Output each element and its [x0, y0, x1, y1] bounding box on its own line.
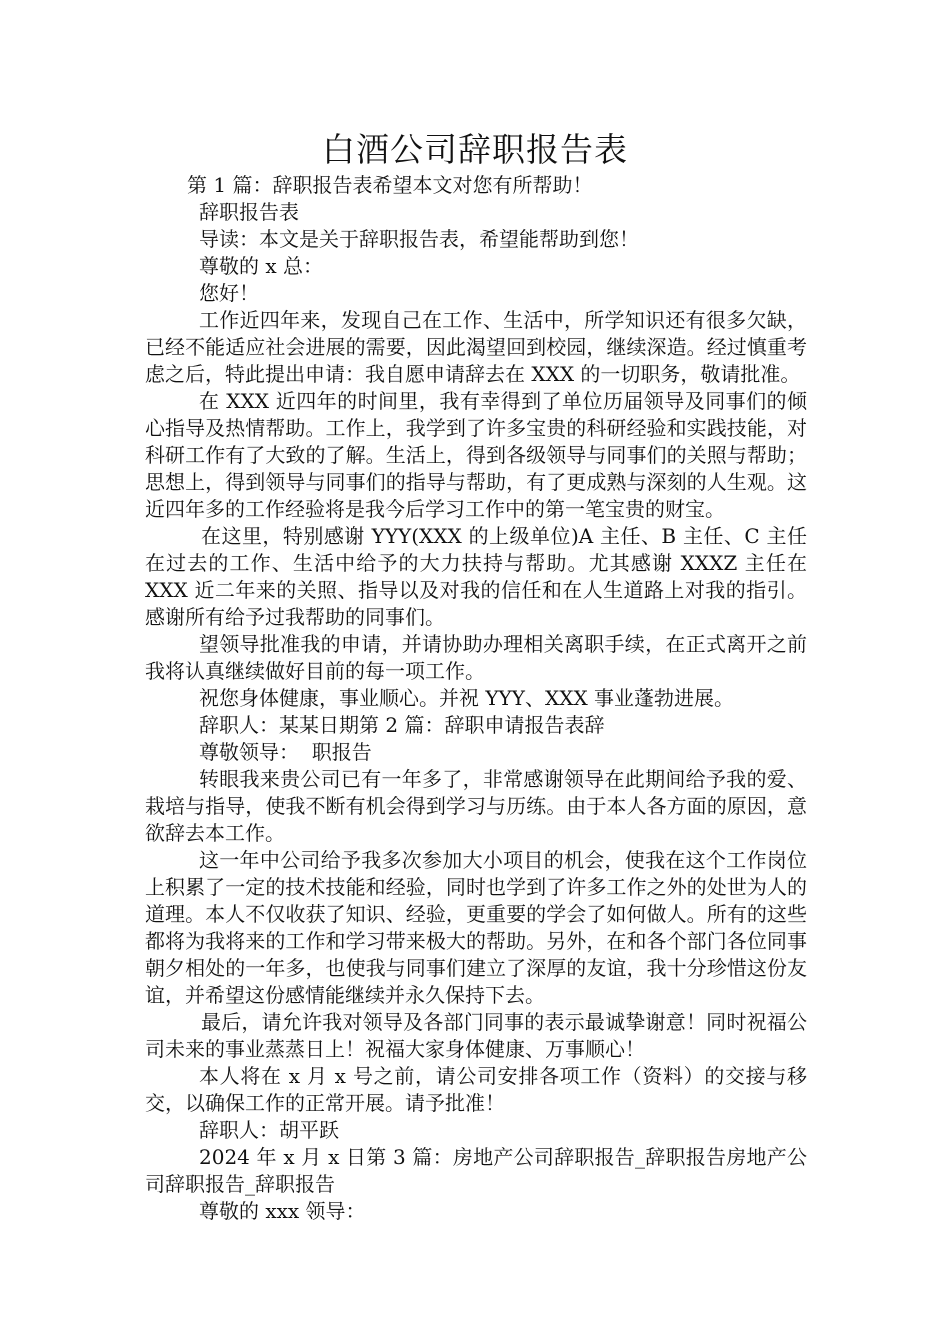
- subtitle: 辞职报告表: [199, 200, 299, 224]
- document-title: 白酒公司辞职报告表: [322, 130, 628, 169]
- closing-wish: 祝您身体健康，事业顺心。并祝 YYY、XXX 事业蓬勃进展。: [199, 686, 735, 710]
- signature-line: 辞职人：某某日期第 2 篇：辞职申请报告表辞: [199, 713, 605, 737]
- body-paragraph: 工作近四年来，发现自己在工作、生活中，所学知识还有很多欠缺，已经不能适应社会进展的需要，因此渴望回到校园，继续深造。经过慎重考虑之后，特此提出申请：我自愿申请辞去在 XXX 的一切职务，敬请批准。: [145, 308, 807, 386]
- salutation: 尊敬领导： 职报告: [199, 740, 372, 764]
- date-heading-line: 2024 年 x 月 x 日第 3 篇：房地产公司辞职报告_辞职报告房地产公司辞职报告_辞职报告: [145, 1145, 807, 1196]
- section-heading-1: 第 1 篇：辞职报告表希望本文对您有所帮助！: [187, 173, 593, 197]
- body-paragraph: 望领导批准我的申请，并请协助办理相关离职手续，在正式离开之前我将认真继续做好目前的每一项工作。: [145, 632, 807, 683]
- signature-line: 辞职人：胡平跃: [199, 1118, 339, 1142]
- body-paragraph: 最后，请允许我对领导及各部门同事的表示最诚挚谢意！同时祝福公司未来的事业蒸蒸日上！祝福大家身体健康、万事顺心！: [145, 1010, 807, 1061]
- body-paragraph: 在 XXX 近四年的时间里，我有幸得到了单位历届领导及同事们的倾心指导及热情帮助。工作上，我学到了许多宝贵的科研经验和实践技能，对科研工作有了大致的了解。生活上，得到各级领导与同事们的关照与帮助；思想上，得到领导与同事们的指导与帮助，有了更成熟与深刻的人生观。这近四年多的工作经验将是我今后学习工作中的第一笔宝贵的财宝。: [145, 389, 807, 521]
- body-paragraph: 本人将在 x 月 x 号之前，请公司安排各项工作（资料）的交接与移交，以确保工作的正常开展。请予批准！: [145, 1064, 807, 1115]
- greeting: 您好！: [199, 281, 259, 305]
- salutation: 尊敬的 xxx 领导：: [199, 1199, 366, 1223]
- body-paragraph: 在这里，特别感谢 YYY(XXX 的上级单位)A 主任、B 主任、C 主任在过去的工作、生活中给予的大力扶持与帮助。尤其感谢 XXXZ 主任在 XXX 近二年来的关照、指导以及对我的信任和在人生道路上对我的指引。感谢所有给予过我帮助的同事们。: [145, 524, 807, 629]
- salutation: 尊敬的 x 总：: [199, 254, 323, 278]
- intro-paragraph: 导读：本文是关于辞职报告表，希望能帮助到您！: [199, 227, 639, 251]
- body-paragraph: 转眼我来贵公司已有一年多了，非常感谢领导在此期间给予我的爱、栽培与指导，使我不断有机会得到学习与历练。由于本人各方面的原因，意欲辞去本工作。: [145, 767, 807, 845]
- document-body: [145, 172, 807, 1225]
- body-paragraph: 这一年中公司给予我多次参加大小项目的机会，使我在这个工作岗位上积累了一定的技术技能和经验，同时也学到了许多工作之外的处世为人的道理。本人不仅收获了知识、经验，更重要的学会了如何做人。所有的这些都将为我将来的工作和学习带来极大的帮助。另外，在和各个部门各位同事朝夕相处的一年多，也使我与同事们建立了深厚的友谊，我十分珍惜这份友谊，并希望这份感情能继续并永久保持下去。: [145, 848, 807, 1007]
